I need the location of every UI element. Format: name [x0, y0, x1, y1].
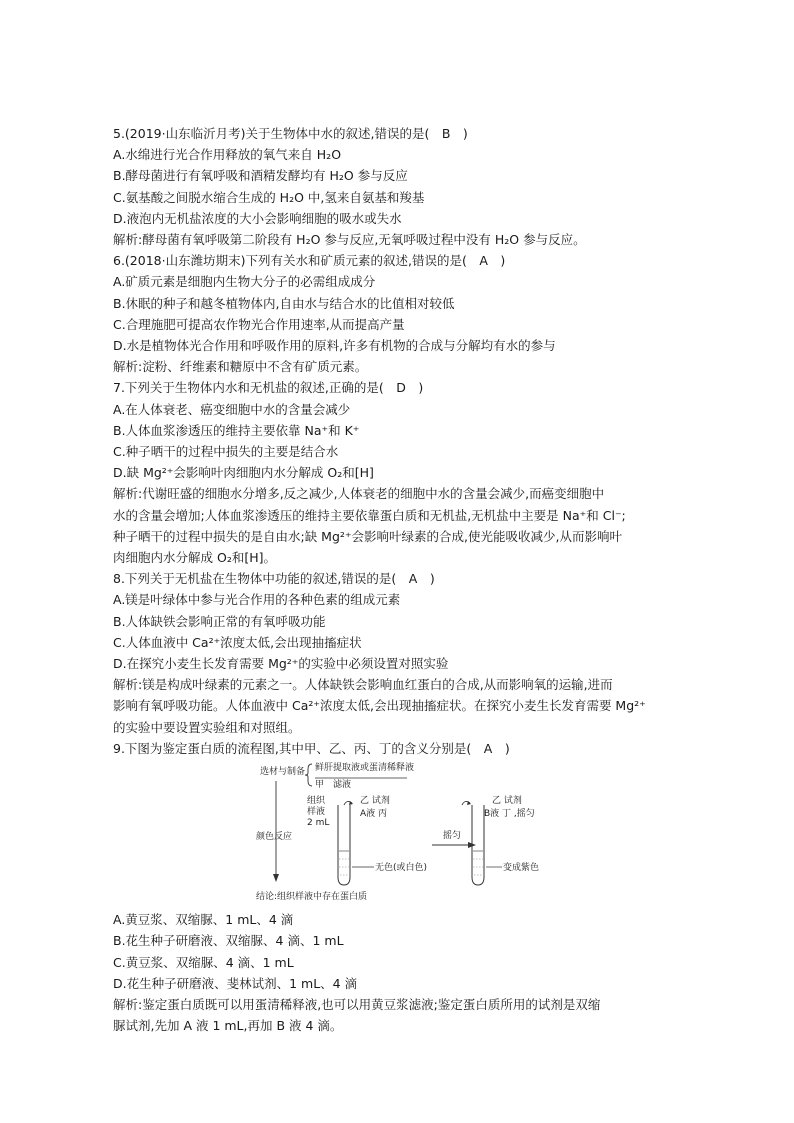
label-reagent-2: 乙 试剂 — [492, 796, 522, 807]
q8-analysis-line: 影响有氧呼吸功能。人体血液中 Ca²⁺浓度太低,会出现抽搐症状。在探究小麦生长发育需要 Mg²⁺ — [113, 698, 646, 714]
q6-option-a: A.矿质元素是细胞内生物大分子的必需组成成分 — [113, 274, 376, 290]
q8-option-d: D.在探究小麦生长发育需要 Mg²⁺的实验中必须设置对照实验 — [113, 656, 449, 672]
q7-analysis-line: 解析:代谢旺盛的细胞水分增多,反之减少,人体衰老的细胞中水的含量会减少,而癌变细胞中 — [113, 486, 605, 502]
label-filtrate: 甲 滤液 — [315, 780, 352, 791]
q5-analysis: 解析:酵母菌有氧呼吸第二阶段有 H₂O 参与反应,无氧呼吸过程中没有 H₂O 参与反应。 — [113, 232, 586, 248]
label-shake: 摇匀 — [443, 831, 462, 842]
q7-option-c: C.种子晒干的过程中损失的主要是结合水 — [113, 444, 339, 460]
q5-option-d: D.液泡内无机盐浓度的大小会影响细胞的吸水或失水 — [113, 210, 402, 226]
label-tissue-2: 样液 — [307, 807, 326, 818]
q6-analysis: 解析:淀粉、纤维素和糖原中不含有矿质元素。 — [113, 359, 368, 375]
q7-stem: 7.下列关于生物体内水和无机盐的叙述,正确的是( D ) — [113, 380, 424, 396]
label-tissue-3: 2 mL — [307, 818, 330, 829]
label-liquid-a: A液 丙 — [360, 809, 388, 820]
q5-option-b: B.酵母菌进行有氧呼吸和酒精发酵均有 H₂O 参与反应 — [113, 168, 408, 184]
q7-option-d: D.缺 Mg²⁺会影响叶肉细胞内水分解成 O₂和[H] — [113, 465, 374, 481]
q8-option-b: B.人体缺铁会影响正常的有氧呼吸功能 — [113, 613, 326, 629]
q6-option-d: D.水是植物体光合作用和呼吸作用的原料,许多有机物的合成与分解均有水的参与 — [113, 338, 556, 354]
label-liquid-b: B液 丁 ,摇匀 — [484, 809, 535, 820]
q5-stem: 5.(2019·山东临沂月考)关于生物体中水的叙述,错误的是( B ) — [113, 126, 468, 141]
q9-stem: 9.下图为鉴定蛋白质的流程图,其中甲、乙、丙、丁的含义分别是( A ) — [113, 740, 510, 756]
q6-option-b: B.休眠的种子和越冬植物体内,自由水与结合水的比值相对较低 — [113, 295, 455, 311]
label-select-prep: 选材与制备 — [260, 767, 306, 778]
q7-option-b: B.人体血浆渗透压的维持主要依靠 Na⁺和 K⁺ — [113, 422, 360, 438]
label-source: 鲜肝提取液或蛋清稀释液 — [315, 763, 415, 774]
q9-option-c: C.黄豆浆、双缩脲、4 滴、1 mL — [113, 954, 294, 970]
q9-option-a: A.黄豆浆、双缩脲、1 mL、4 滴 — [113, 912, 294, 928]
q8-analysis-line: 解析:镁是构成叶绿素的元素之一。人体缺铁会影响血红蛋白的合成,从而影响氧的运输,进而 — [113, 677, 613, 693]
q8-option-a: A.镁是叶绿体中参与光合作用的各种色素的组成元素 — [113, 592, 401, 608]
q6-stem: 6.(2018·山东潍坊期末)下列有关水和矿质元素的叙述,错误的是( A ) — [113, 253, 506, 269]
document-page — [113, 123, 688, 1036]
label-conclusion: 结论:组织样液中存在蛋白质 — [256, 892, 368, 903]
q7-option-a: A.在人体衰老、癌变细胞中水的含量会减少 — [113, 401, 351, 417]
label-tissue-1: 组织 — [307, 796, 326, 807]
protein-test-flowchart — [113, 759, 688, 909]
q8-stem: 8.下列关于无机盐在生物体中功能的叙述,错误的是( A ) — [113, 571, 435, 587]
q7-analysis-line: 水的含量会增加;人体血浆渗透压的维持主要依靠蛋白质和无机盐,无机盐中主要是 Na⁺和 Cl⁻; — [113, 507, 626, 523]
brace-shape — [305, 764, 312, 786]
q8-analysis-line: 的实验中要设置实验组和对照组。 — [113, 719, 301, 735]
label-reagent-1: 乙 试剂 — [360, 796, 390, 807]
q9-option-d: D.花生种子研磨液、斐林试剂、1 mL、4 滴 — [113, 975, 358, 991]
q9-option-b: B.花生种子研磨液、双缩脲、4 滴、1 mL — [113, 933, 344, 949]
q6-option-c: C.合理施肥可提高农作物光合作用速率,从而提高产量 — [113, 316, 405, 332]
test-tube-1 — [338, 805, 350, 885]
label-purple: 变成紫色 — [503, 863, 540, 874]
q9-analysis-line: 解析:鉴定蛋白质既可以用蛋清稀释液,也可以用黄豆浆滤液;鉴定蛋白质所用的试剂是双缩 — [113, 996, 601, 1012]
arrow-head-icon — [273, 874, 279, 882]
label-colorless: 无色(或白色) — [375, 863, 428, 874]
label-color-reaction: 颜色反应 — [256, 832, 293, 843]
q7-analysis-line: 种子晒干的过程中损失的是自由水;缺 Mg²⁺会影响叶绿素的合成,使光能吸收减少,从而影响叶 — [113, 528, 622, 544]
q7-analysis-line: 肉细胞内水分解成 O₂和[H]。 — [113, 550, 276, 566]
q5-option-a: A.水绵进行光合作用释放的氧气来自 H₂O — [113, 147, 342, 163]
flowchart-diagram — [252, 759, 562, 909]
q9-analysis-line: 脲试剂,先加 A 液 1 mL,再加 B 液 4 滴。 — [113, 1018, 343, 1034]
q5-option-c: C.氨基酸之间脱水缩合生成的 H₂O 中,氢来自氨基和羧基 — [113, 189, 425, 205]
q8-option-c: C.人体血液中 Ca²⁺浓度太低,会出现抽搐症状 — [113, 634, 362, 650]
